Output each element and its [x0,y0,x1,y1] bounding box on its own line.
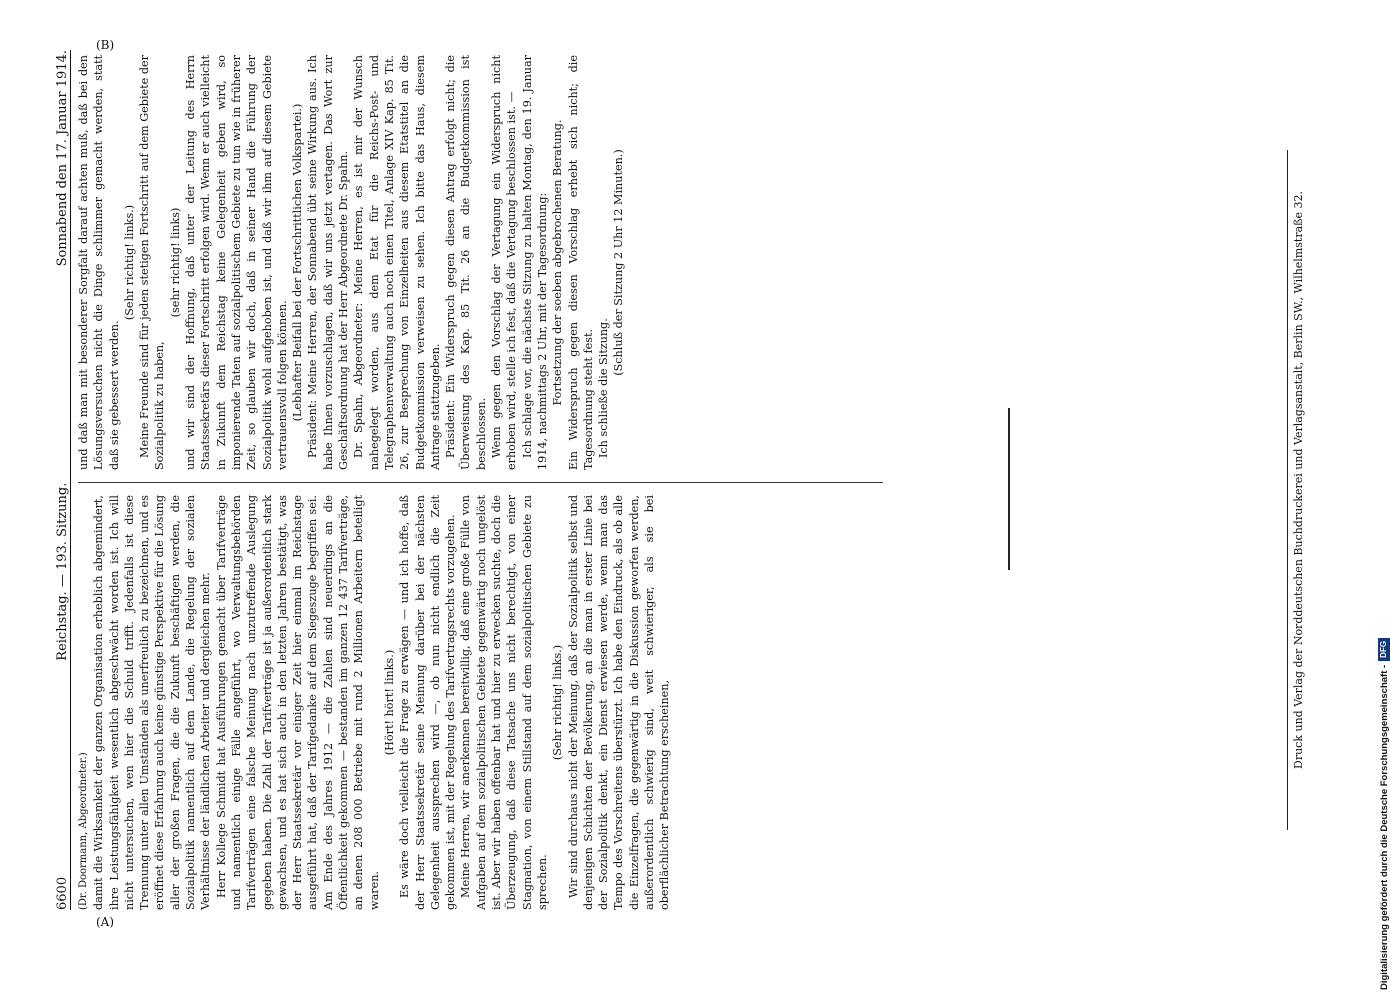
header-title: Reichstag. — 193. Sitzung. [55,482,70,661]
speaker-tag: (Dr. Doormann, Abgeordneter.) [78,752,89,910]
speaker-paragraph: Dr. Spahn, Abgeordneter: Meine Herren, es ist mir der Wunsch nahegelegt worden, aus dem Etat für die Reichs-Post- und Telegraphenverwaltung auch noch einen Titel, Anlage XIV Kap. 85 Tit. 26, zur Besprechung von Einzelheiten aus diesem Etatstitel an die Budgetkommission verweisen zu sehen. Ich bitte das Haus, diesem Antrage stattzugeben. [352,55,442,470]
paragraph: Meine Freunde sind für jeden stetigen Fortschritt auf dem Gebiete der Sozialpolitik zu haben, [138,55,167,470]
interjection: (Sehr richtig! links.) [551,644,565,761]
paragraph: Ich schließe die Sitzung. [597,318,611,458]
paragraph: Herr Kollege Schmidt hat Ausführungen gemacht über Tarifverträge und namentlich einige Fälle angeführt, wo Verwaltungsbehörden Tarifverträgen eine falsche Meinung nach unzutreffende Auslegung gegeben haben. Die Zahl der Tarifverträge ist ja außerordentlich stark gewachsen, und es hat sich auch in den letzten Jahren bestätigt, was der Herr Staatssekretär vor einiger Zeit hier einmal im Reichstage ausgeführt hat, daß der Tarifgedanke auf dem Siegeszuge begriffen sei. Am Ende des Jahres 1912 — die Zahlen sind neuerdings an die Öffentlichkeit gekommen — bestanden im ganzen 12 437 Tarifverträge, an denen 208 000 Betriebe mit rund 2 Millionen Arbeitern beteiligt waren. [214,495,381,910]
header-date: Sonnabend den 17. Januar 1914. [55,50,70,267]
paragraph: und daß man mit besonderer Sorgfalt darauf achten muß, daß bei den Lösungsversuchen nicht die Dinge schlimmer gemacht werden, statt daß sie gebessert werden. [77,55,121,470]
paragraph: damit die Wirksamkeit der ganzen Organisation erheblich abgemindert, ihre Leistungsfähigkeit wesentlich abgeschwächt worden ist. Ich will nicht untersuchen, wen hier die Schuld trifft. Jedenfalls ist diese Trennung unter allen Umständen als unerfreulich zu bezeichnen, und es eröffnet diese Erfahrung auch keine günstige Perspektive für die Lösung aller der großen Fragen, die die Zukunft beschäftigen werden, die Sozialpolitik namentlich auf dem Lande, die Regelung der sozialen Verhältnisse der ländlichen Arbeiter und dergleichen mehr. [92,495,213,910]
dfg-logo: DFG [1378,638,1390,661]
paragraph: Wir sind durchaus nicht der Meinung, daß der Sozialpolitik selbst und denjenigen Schichten der Bevölkerung, an die man in erster Linie bei der Sozialpolitik denkt, ein Dienst erwiesen werde, wenn man das Tempo des Vorschreitens überstürzt. Ich habe den Eindruck, als ob alle die Einzelfragen, die gegenwärtig in die Diskussion geworfen werden, außerordentlich schwierig sind, weit schwieriger, als sie bei oberflächlicher Betrachtung erscheinen, [566,495,672,910]
paragraph: Meine Herren, wir anerkennen bereitwillig, daß eine große Fülle von Aufgaben auf dem sozialpolitischen Gebiete gegenwärtig noch ungelöst ist. Aber wir haben offenbar hat und hier zu erwecken suchte, doch die Überzeugung, daß diese Tatsache uns nicht berechtigt, von einer Stagnation, von einem Stillstand auf dem sozialpolitischen Gebiete zu sprechen. [459,495,549,910]
page-number: 6600 [55,876,70,910]
interjection: (Lebhafter Beifall bei der Fortschrittlichen Volkspartei.) [291,103,305,422]
left-column [76,495,673,910]
paragraph: Wenn gegen den Vorschlag der Vertagung ein Widerspruch nicht erhoben wird, stelle ich fest, daß die Vertagung beschlossen ist. — [490,55,519,470]
president-paragraph: Präsident: Meine Herren, der Sonnabend übt seine Wirkung aus. Ich habe Ihnen vorzuschlagen, daß wir uns jetzt vertagen. Das Wort zur Geschäftsordnung hat der Herr Abgeordnete Dr. Spahn. [306,55,351,470]
agenda-item: Fortsetzung der soeben abgebrochenen Beratung. [551,119,565,406]
right-column [76,55,627,470]
vertical-rule [1008,408,1010,570]
paragraph: und wir sind der Hoffnung, daß unter der Leitung des Herrn Staatssekretärs dieser Fortschritt erfolgen wird. Wenn er auch vielleicht in Zukunft dem Reichstag keine Gelegenheit geben wird, so imponierende Taten auf sozialpolitischem Gebiete zu tun wie in früherer Zeit, so glauben wir doch, daß in seiner Hand die Führung der Sozialpolitik wohl aufgehoben ist, und daß wir ihm auf diesem Gebiete vertrauensvoll folgen können. [184,55,289,470]
digitization-credit [1378,0,1390,1000]
margin-marker-a: (A) [96,915,115,929]
interjection: (sehr richtig! links) [168,207,182,318]
interjection: (Sehr richtig! links.) [122,204,136,321]
rotated-page-content [48,50,888,910]
margin-marker-b: (B) [96,38,115,52]
interjection: (Hört! hört! links.) [382,649,396,756]
credit-text: Digitalisierung gefördert durch die Deutsche Forschungsgemeinschaft - [1378,664,1390,990]
printer-imprint: Druck und Verlag der Norddeutschen Buchdruckerei und Verlagsanstalt, Berlin SW., Wilhelmstraße 32. [1292,191,1305,769]
session-close: (Schluß der Sitzung 2 Uhr 12 Minuten.) [612,149,626,376]
paragraph: Es wäre doch vielleicht die Frage zu erwägen — und ich hoffe, daß der Herr Staatssekretär seine Meinung darüber bei der nächsten Gelegenheit aussprechen wird —, ob nun nicht endlich die Zeit gekommen ist, mit der Regelung des Tarifvertragsrechts vorzugehen. [398,495,458,910]
column-divider [78,482,883,483]
footer-rule [1287,150,1288,830]
president-paragraph: Präsident: Ein Widerspruch gegen diesen Antrag erfolgt nicht; die Überweisung des Kap. 85 Tit. 26 an die Budgetkommission ist beschlossen. [444,55,488,470]
page-header [48,50,71,910]
paragraph: Ich schlage vor, die nächste Sitzung zu halten Montag, den 19. Januar 1914, nachmittags 2 Uhr, mit der Tagesordnung: [520,55,549,470]
paragraph: Ein Widerspruch gegen diesen Vorschlag erhebt sich nicht; die Tagesordnung steht fest. [566,55,595,470]
